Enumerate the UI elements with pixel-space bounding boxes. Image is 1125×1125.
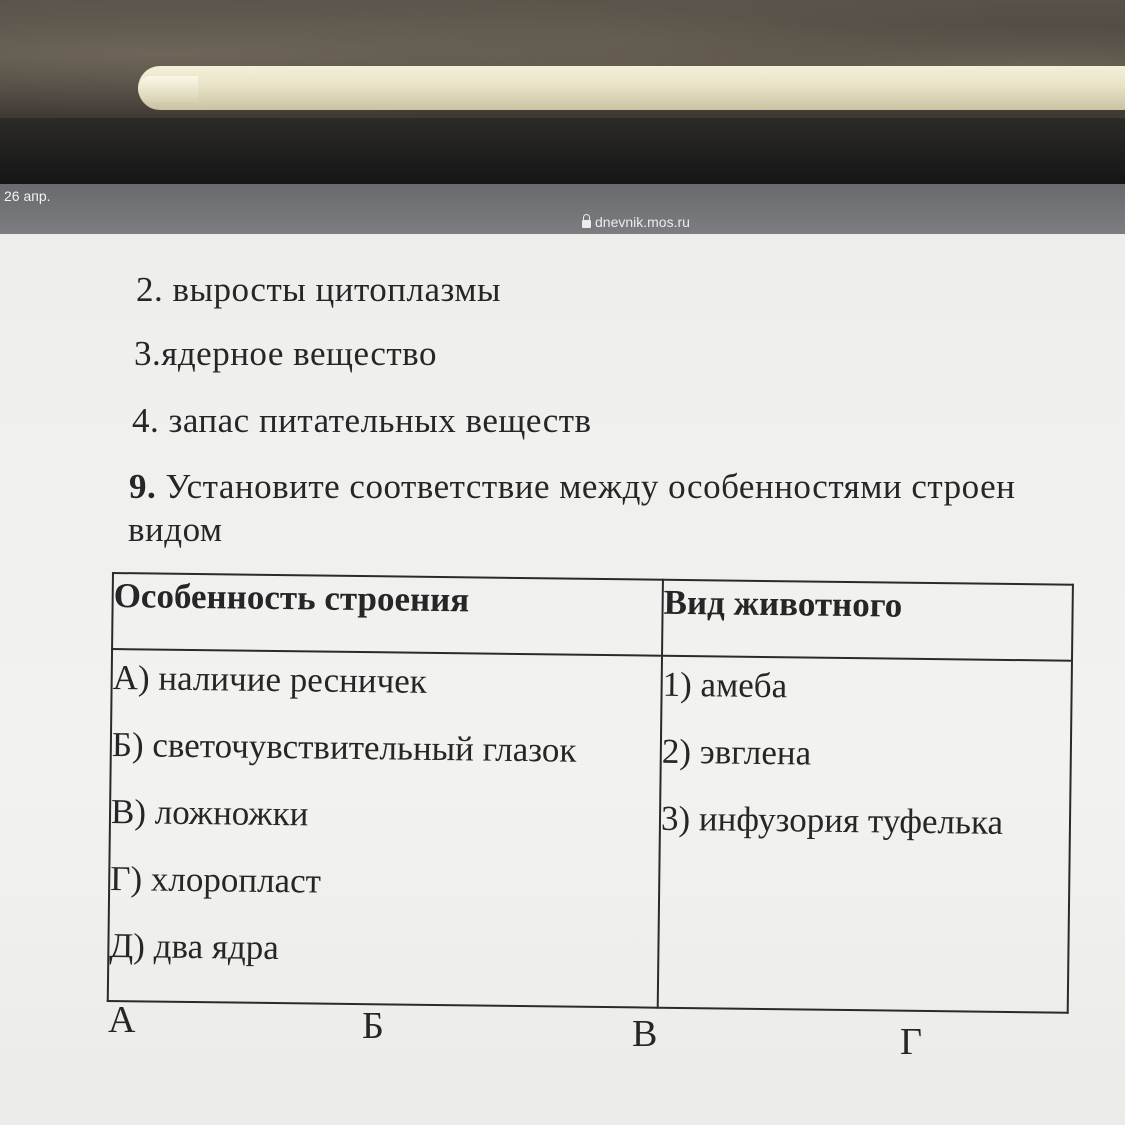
answer-letter-a: А: [108, 999, 136, 1041]
question-text: Установите соответствие между особенностями строен: [165, 467, 1016, 506]
document-page: [0, 234, 1125, 1125]
tablet-screen: [0, 184, 1125, 1125]
feature-list: [108, 649, 662, 1008]
stylus-tip: [138, 76, 198, 102]
status-date: 26 апр.: [4, 188, 51, 204]
answer-option-3: 3.ядерное вещество: [134, 334, 437, 373]
animal-item: 1) амеба: [662, 664, 788, 706]
feature-item: В) ложножки: [110, 792, 309, 834]
browser-status-bar: [0, 184, 1125, 234]
feature-item: Г) хлоропласт: [110, 859, 322, 901]
header-feature: Особенность строения: [112, 573, 663, 656]
table-header-row: [112, 573, 1073, 661]
question-9: [129, 467, 1015, 507]
answer-letter-v: В: [632, 1013, 658, 1055]
address-bar[interactable]: [582, 214, 690, 230]
feature-item: Д) два ядра: [109, 925, 280, 968]
animal-list: [658, 656, 1072, 1013]
animal-item: 3) инфузория туфелька: [660, 798, 1004, 842]
question-number: 9.: [129, 467, 157, 506]
question-continuation: видом: [128, 510, 223, 549]
answer-letter-g: Г: [900, 1021, 922, 1063]
answer-option-4: 4. запас питательных веществ: [132, 401, 592, 440]
feature-item: Б) светочувствительный глазок: [111, 725, 577, 770]
feature-item: А) наличие ресничек: [112, 658, 428, 701]
answer-letter-b: Б: [362, 1005, 384, 1047]
table-body-row: [108, 649, 1072, 1013]
matching-table: [107, 572, 1074, 1014]
answer-option-2: 2. выросты цитоплазмы: [136, 270, 502, 309]
url-text: dnevnik.mos.ru: [595, 214, 690, 230]
lock-icon: [582, 220, 591, 228]
stylus-pencil: [138, 66, 1125, 110]
tablet-bezel: [0, 118, 1125, 188]
animal-item: 2) эвглена: [661, 731, 812, 773]
header-animal: Вид животного: [662, 580, 1073, 661]
